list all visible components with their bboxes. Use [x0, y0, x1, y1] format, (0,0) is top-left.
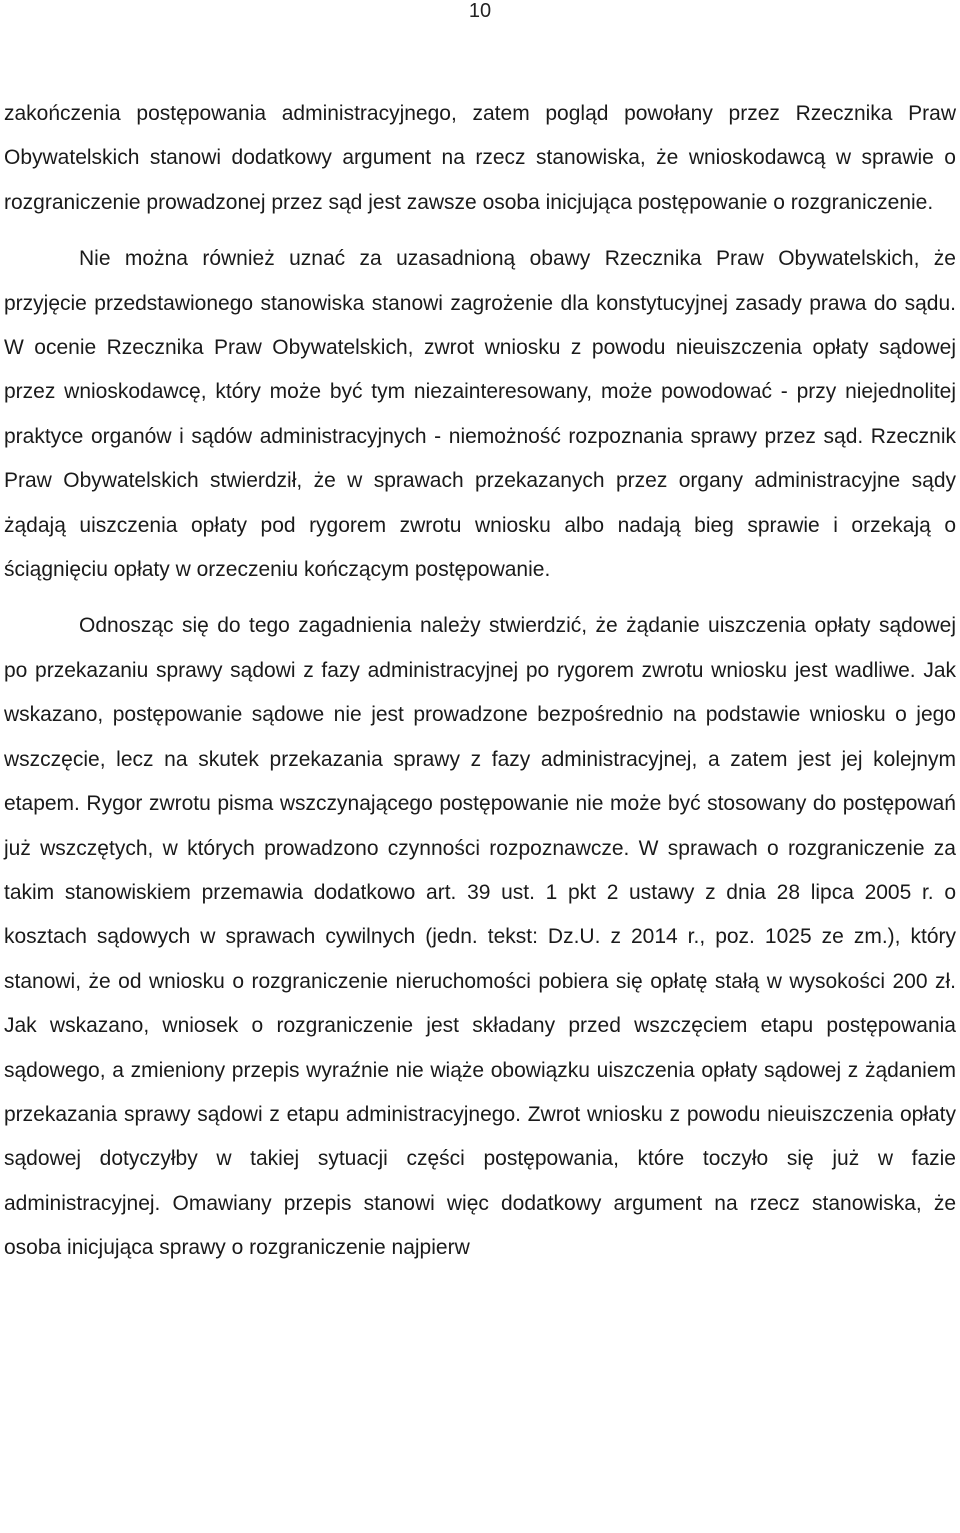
page-number: 10: [468, 0, 492, 22]
paragraph-1: zakończenia postępowania administracyjnego, zatem pogląd powołany przez Rzecznika Praw Obywatelskich stanowi dodatkowy argument na rzecz stanowiska, że wnioskodawcą w sprawie o rozgraniczenie prowadzonej przez sąd jest zawsze osoba inicjująca postępowanie o rozgraniczenie.: [4, 102, 956, 214]
document-body: [4, 92, 956, 1271]
paragraph-3: Odnosząc się do tego zagadnienia należy stwierdzić, że żądanie uiszczenia opłaty sądowej po przekazaniu sprawy sądowi z fazy administracyjnej po rygorem zwrotu wniosku jest wadliwe. Jak wskazano, postępowanie sądowe nie jest prowadzone bezpośrednio na podstawie wniosku o jego wszczęcie, lecz na skutek przekazania sprawy z fazy administracyjnej, a zatem jest jej kolejnym etapem. Rygor zwrotu pisma wszczynającego postępowanie nie może być stosowany do postępowań już wszczętych, w których prowadzono czynności rozpoznawcze. W sprawach o rozgraniczenie za takim stanowiskiem przemawia dodatkowo art. 39 ust. 1 pkt 2 ustawy z dnia 28 lipca 2005 r. o kosztach sądowych w sprawach cywilnych (jedn. tekst: Dz.U. z 2014 r., poz. 1025 ze zm.), który stanowi, że od wniosku o rozgraniczenie nieruchomości pobiera się opłatę stałą w wysokości 200 zł. Jak wskazano, wniosek o rozgraniczenie jest składany przed wszczęciem etapu postępowania sądowego, a zmieniony przepis wyraźnie nie wiąże obowiązku uiszczenia opłaty sądowej z żądaniem przekazania sprawy sądowi z etapu administracyjnego. Zwrot wniosku z powodu nieuiszczenia opłaty sądowej dotyczyłby w takiej sytuacji części postępowania, które toczyło się już w fazie administracyjnej. Omawiany przepis stanowi więc dodatkowy argument na rzecz stanowiska, że osoba inicjująca sprawy o rozgraniczenie najpierw: [4, 614, 956, 1260]
paragraph-2: Nie można również uznać za uzasadnioną obawy Rzecznika Praw Obywatelskich, że przyjęcie przedstawionego stanowiska stanowi zagrożenie dla konstytucyjnej zasady prawa do sądu. W ocenie Rzecznika Praw Obywatelskich, zwrot wniosku z powodu nieuiszczenia opłaty sądowej przez wnioskodawcę, który może być tym niezainteresowany, może powodować - przy niejednolitej praktyce organów i sądów administracyjnych - niemożność rozpoznania sprawy przez sąd. Rzecznik Praw Obywatelskich stwierdził, że w sprawach przekazanych przez organy administracyjne sądy żądają uiszczenia opłaty pod rygorem zwrotu wniosku albo nadają bieg sprawie i orzekają o ściągnięciu opłaty w orzeczeniu kończącym postępowanie.: [4, 247, 956, 582]
